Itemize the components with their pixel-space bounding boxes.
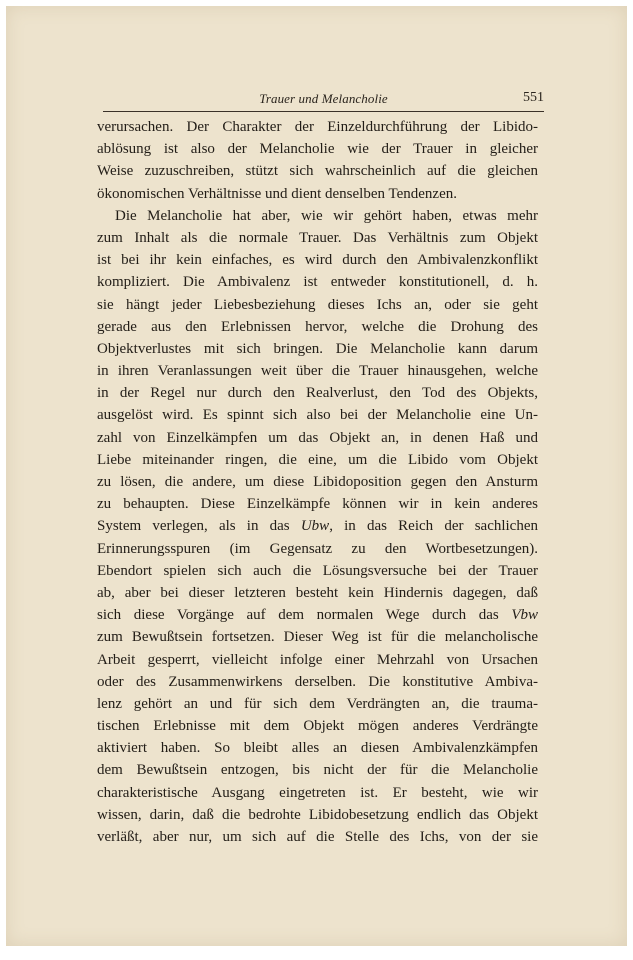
text-line: zum Bewußtsein fortsetzen. Dieser Weg ist für die melancholische [97, 629, 538, 646]
text-line: sich diese Vorgänge auf dem normalen Wege durch das Vbw [97, 607, 538, 624]
text-line: Die Melancholie hat aber, wie wir gehört haben, etwas mehr [115, 207, 538, 224]
text-line: dem Bewußtsein entzogen, bis nicht der für die Melancholie [97, 762, 538, 779]
text-line: ausgelöst wird. Es spinnt sich also bei der Melancholie eine Un- [97, 407, 538, 424]
text-line: lenz gehört an und für sich dem Verdrängten an, die trauma- [97, 695, 538, 712]
text-line: charakteristische Ausgang eingetreten ist. Er besteht, wie wir [97, 784, 538, 801]
text-line: verläßt, aber nur, um sich auf die Stelle des Ichs, von der sie [97, 829, 538, 845]
text-line: zu behaupten. Diese Einzelkämpfe können wir in kein anderes [97, 496, 538, 513]
text-line: System verlegen, als in das Ubw, in das Reich der sachlichen [97, 518, 538, 535]
text-line: ablösung ist also der Melancholie wie der Trauer in gleicher [97, 141, 538, 158]
text-line: Weise zuzuschreiben, stützt sich wahrscheinlich auf die gleichen [97, 163, 538, 180]
text-line: zum Inhalt als die normale Trauer. Das Verhältnis zum Objekt [97, 229, 538, 246]
text-line: in ihren Veranlassungen weit über die Trauer hinausgehen, welche [97, 363, 538, 380]
text-line: wissen, darin, daß die bedrohte Libidobesetzung endlich das Objekt [97, 806, 538, 823]
text-line: in der Regel nur durch den Realverlust, den Tod des Objekts, [97, 385, 538, 402]
paragraph [97, 116, 538, 205]
text-line: verursachen. Der Charakter der Einzeldurchführung der Libido- [97, 119, 538, 135]
text-line: tischen Erlebnisse mit dem Objekt mögen anderes Verdrängte [97, 718, 538, 735]
body-text [97, 116, 538, 848]
text-line: Liebe miteinander ringen, die eine, um die Libido vom Objekt [97, 451, 538, 468]
running-title: Trauer und Melancholie [259, 91, 388, 106]
page-header [103, 89, 544, 112]
text-line: zahl von Einzelkämpfen um das Objekt an, in denen Haß und [97, 429, 538, 446]
text-line: Ebendort spielen sich auch die Lösungsversuche bei der Trauer [97, 562, 538, 579]
text-line: Arbeit gesperrt, vielleicht infolge einer Mehrzahl von Ursachen [97, 651, 538, 668]
text-line: Objektverlustes mit sich bringen. Die Melancholie kann darum [97, 340, 538, 357]
text-line: oder des Zusammenwirkens derselben. Die konstitutive Ambiva- [97, 673, 538, 690]
text-line: gerade aus den Erlebnissen hervor, welche die Drohung des [97, 318, 538, 335]
page-number: 551 [523, 90, 544, 105]
text-line: aktiviert haben. So bleibt alles an diesen Ambivalenzkämpfen [97, 740, 538, 757]
text-line: ist bei ihr kein einfaches, es wird durch den Ambivalenzkonflikt [97, 252, 538, 269]
paragraph [97, 205, 538, 848]
text-line: zu lösen, die andere, um diese Libidoposition gegen den Ansturm [97, 474, 538, 490]
text-line: ab, aber bei dieser letzteren besteht kein Hindernis dagegen, daß [97, 584, 538, 601]
text-line: ökonomischen Verhältnisse und dient denselben Tendenzen. [97, 185, 457, 202]
text-line: Erinnerungsspuren (im Gegensatz zu den Wortbesetzungen). [97, 540, 538, 557]
text-line: sie hängt jeder Liebesbeziehung dieses Ichs an, oder sie geht [97, 296, 538, 313]
text-line: kompliziert. Die Ambivalenz ist entweder konstitutionell, d. h. [97, 274, 538, 291]
